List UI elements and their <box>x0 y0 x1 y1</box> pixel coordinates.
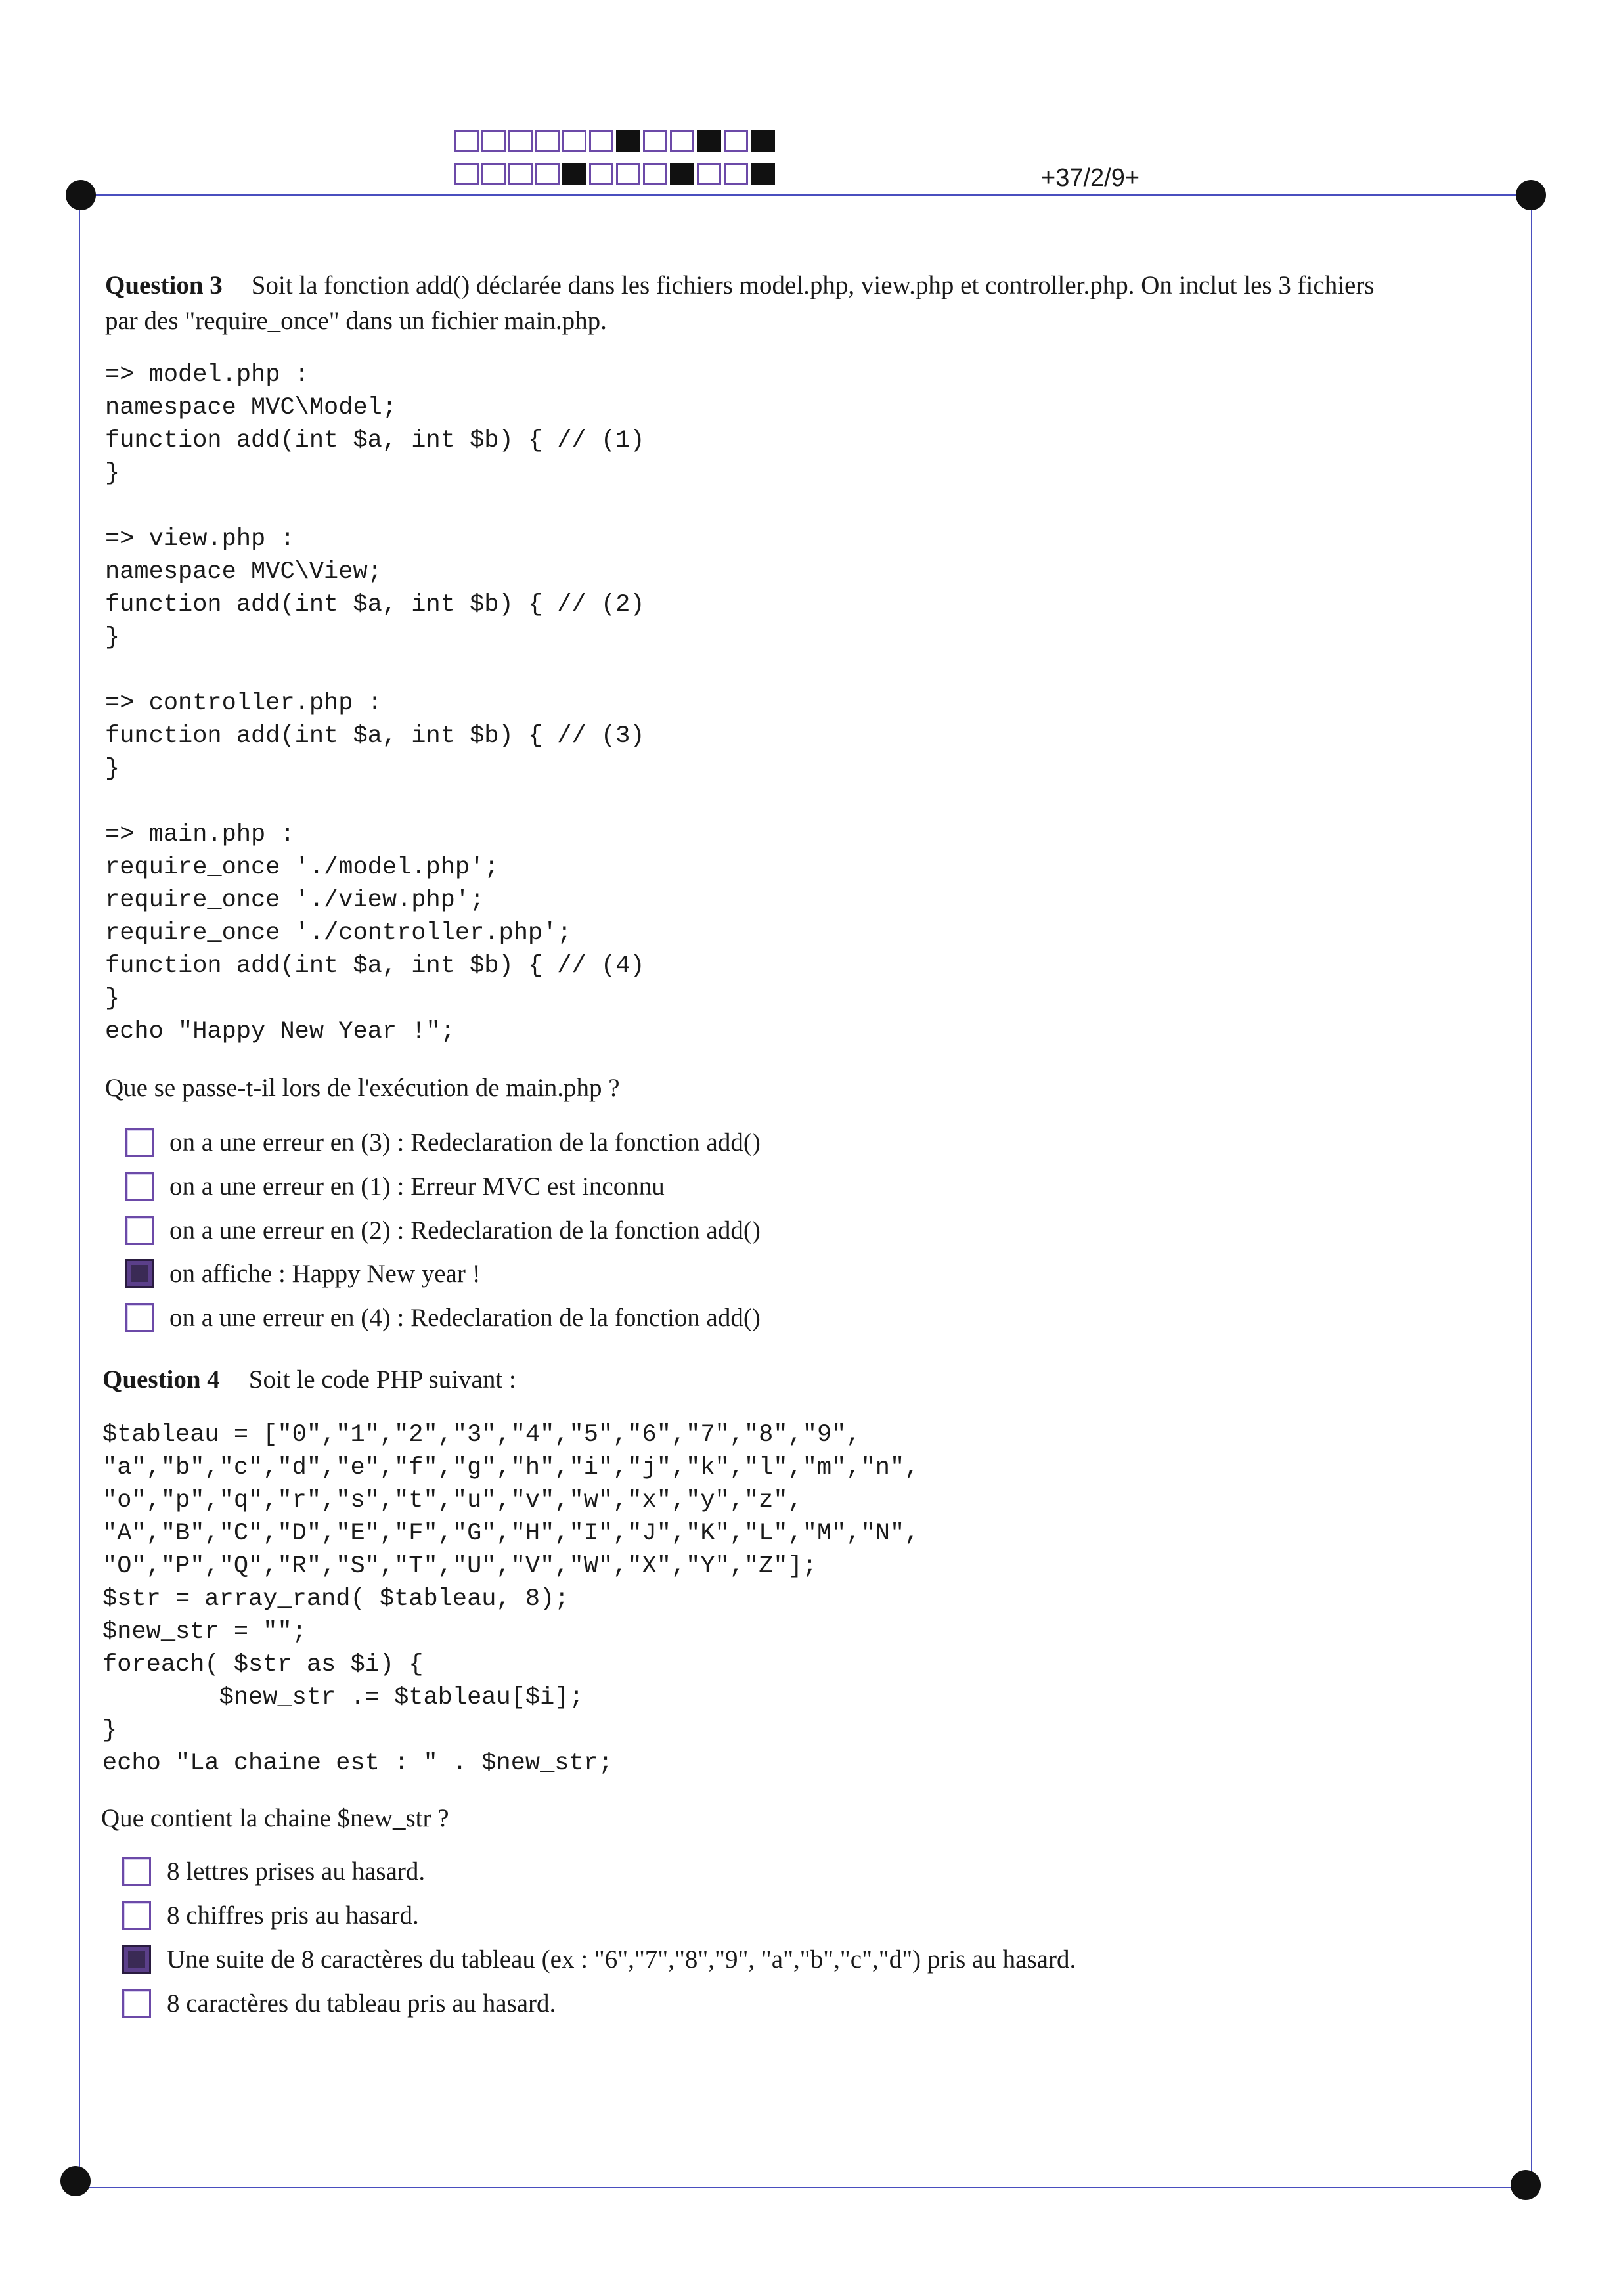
q3-prompt: Que se passe-t-il lors de l'exécution de main.php ? <box>105 1074 620 1102</box>
barcode-cell <box>481 163 506 185</box>
barcode-row-2 <box>454 163 778 185</box>
q4-choice[interactable] <box>122 1855 425 1888</box>
corner-mark-bottom-right <box>1511 2170 1541 2200</box>
corner-mark-top-left <box>66 180 96 210</box>
q3-intro-line2: par des "require_once" dans un fichier main.php. <box>105 307 607 335</box>
barcode-cell <box>616 163 640 185</box>
q4-choice-label: 8 caractères du tableau pris au hasard. <box>167 1989 556 2018</box>
corner-mark-top-right <box>1516 180 1546 210</box>
barcode-cell <box>508 163 533 185</box>
q4-code-block: $tableau = ["0","1","2","3","4","5","6","7","8","9", "a","b","c","d","e","f","g","h","i","j","k","l","m","n", "o","p","q","r","s","t","u","v","w","x","y","z", "A","B","C","D","E","F","G","H","I","J","K","L","M","N", "O","P","Q","R","S","T","U","V","W","X","Y","Z"]; $str = array_rand( $tableau, 8); $new_str = ""; foreach( $str as $i) { $new_str .= $tableau[$i]; } echo "La chaine est : " . $new_str; <box>102 1421 919 1777</box>
q3-checkbox[interactable] <box>125 1216 154 1245</box>
q4-checkbox[interactable] <box>122 1857 151 1886</box>
barcode-cell <box>751 163 775 185</box>
q4-choice-label: 8 chiffres pris au hasard. <box>167 1901 419 1930</box>
barcode-cell <box>697 130 721 152</box>
q4-title: Question 4 <box>102 1365 220 1394</box>
barcode-cell <box>535 130 560 152</box>
barcode-cell <box>616 130 640 152</box>
q3-title: Question 3 <box>105 271 223 299</box>
barcode-cell <box>751 130 775 152</box>
q3-choice-label: on affiche : Happy New year ! <box>169 1259 481 1288</box>
barcode-cell <box>535 163 560 185</box>
barcode-cell <box>454 130 479 152</box>
q3-choice-label: on a une erreur en (1) : Erreur MVC est inconnu <box>169 1172 665 1201</box>
q3-intro-line1: Soit la fonction add() déclarée dans les fichiers model.php, view.php et controller.php. On inclut les 3 fichiers <box>251 271 1375 299</box>
q4-intro <box>102 1362 516 1398</box>
barcode-cell <box>643 130 667 152</box>
barcode-cell <box>508 130 533 152</box>
q3-choice[interactable] <box>125 1126 761 1159</box>
q4-choice[interactable] <box>122 1987 556 2020</box>
barcode-cell <box>670 130 694 152</box>
barcode-cell <box>697 163 721 185</box>
q3-checkbox[interactable] <box>125 1259 154 1288</box>
q3-choice[interactable] <box>125 1214 761 1247</box>
barcode-cell <box>562 163 586 185</box>
q4-choice-label: 8 lettres prises au hasard. <box>167 1857 426 1886</box>
barcode-cell <box>481 130 506 152</box>
q4-checkbox[interactable] <box>122 1989 151 2018</box>
q4-choice[interactable] <box>122 1943 1076 1976</box>
q4-prompt: Que contient la chaine $new_str ? <box>101 1804 449 1832</box>
q3-checkbox[interactable] <box>125 1128 154 1157</box>
q3-choice-label: on a une erreur en (2) : Redeclaration de la fonction add() <box>169 1216 761 1245</box>
barcode-cell <box>724 163 748 185</box>
q3-choice-label: on a une erreur en (4) : Redeclaration de la fonction add() <box>169 1303 761 1332</box>
q4-choice-label: Une suite de 8 caractères du tableau (ex : "6","7","8","9", "a","b","c","d") pris au hasard. <box>167 1945 1076 1974</box>
barcode-cell <box>670 163 694 185</box>
q4-checkbox[interactable] <box>122 1901 151 1930</box>
barcode-cell <box>589 130 613 152</box>
barcode-cell <box>454 163 479 185</box>
q3-checkbox[interactable] <box>125 1172 154 1201</box>
q3-choice[interactable] <box>125 1170 665 1203</box>
q4-choice[interactable] <box>122 1899 419 1932</box>
barcode-row-1 <box>454 130 778 152</box>
q3-checkbox[interactable] <box>125 1303 154 1332</box>
q3-intro <box>105 268 1375 303</box>
barcode-cell <box>643 163 667 185</box>
q4-checkbox[interactable] <box>122 1945 151 1974</box>
q4-intro-text: Soit le code PHP suivant : <box>248 1365 516 1394</box>
barcode-cell <box>589 163 613 185</box>
barcode-cell <box>562 130 586 152</box>
page-code: +37/2/9+ <box>1041 164 1140 192</box>
corner-mark-bottom-left <box>60 2166 91 2196</box>
q3-choice-label: on a une erreur en (3) : Redeclaration de la fonction add() <box>169 1128 761 1157</box>
q3-choice[interactable] <box>125 1257 481 1290</box>
barcode-cell <box>724 130 748 152</box>
q3-choice[interactable] <box>125 1301 761 1334</box>
q3-code-block: => model.php : namespace MVC\Model; function add(int $a, int $b) { // (1) } => view.php : namespace MVC\View; function add(int $a, int $b) { // (2) } => controller.php : function add(int $a, int $b) { // (3) } => main.php : require_once './model.php'; require_once './view.php'; require_once './controller.php'; function add(int $a, int $b) { // (4) } echo "Happy New Year !"; <box>105 361 645 1046</box>
